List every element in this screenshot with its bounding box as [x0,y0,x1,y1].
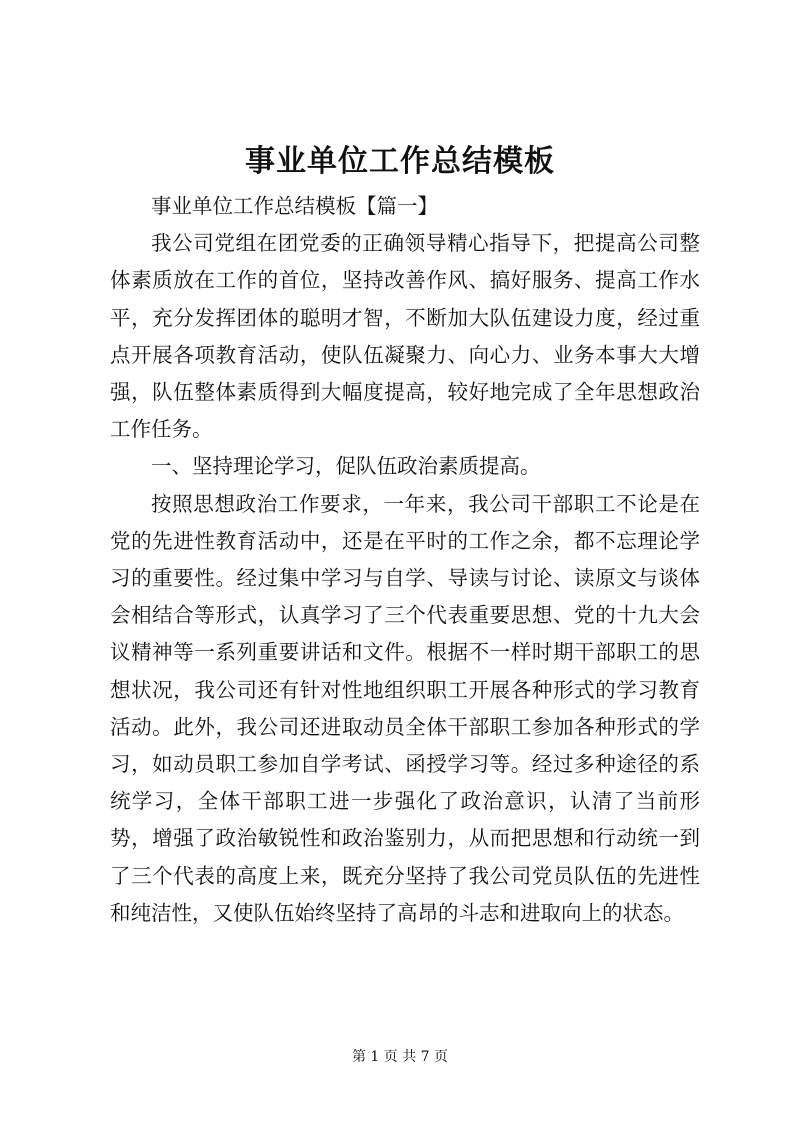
section-heading: 事业单位工作总结模板【篇一】 [151,194,438,218]
subsection-heading: 一、坚持理论学习，促队伍政治素质提高。 [151,454,541,479]
document-title: 事业单位工作总结模板 [245,144,555,179]
document-body [110,188,700,932]
body-paragraph: 按照思想政治工作要求，一年来，我公司干部职工不论是在党的先进性教育活动中，还是在平时的工作之余，都不忘理论学习的重要性。经过集中学习与自学、导读与讨论、读原文与谈体会相结合等形式，认真学习了三个代表重要思想、党的十九大会议精神等一系列重要讲话和文件。根据不一样时期干部职工的思想状况，我公司还有针对性地组织职工开展各种形式的学习教育活动。此外，我公司还进取动员全体干部职工参加各种形式的学习，如动员职工参加自学考试、函授学习等。经过多种途径的系统学习，全体干部职工进一步强化了政治意识，认清了当前形势，增强了政治敏锐性和政治鉴别力，从而把思想和行动统一到了三个代表的高度上来，既充分坚持了我公司党员队伍的先进性和纯洁性，又使队伍始终坚持了高昂的斗志和进取向上的状态。 [110,491,700,925]
page-number-footer: 第 1 页 共 7 页 [351,1049,449,1065]
body-paragraph: 我公司党组在团党委的正确领导精心指导下，把提高公司整体素质放在工作的首位，坚持改善作风、搞好服务、提高工作水平，充分发挥团体的聪明才智，不断加大队伍建设力度，经过重点开展各项教育活动，使队伍凝聚力、向心力、业务本事大大增强，队伍整体素质得到大幅度提高，较好地完成了全年思想政治工作任务。 [110,231,700,442]
